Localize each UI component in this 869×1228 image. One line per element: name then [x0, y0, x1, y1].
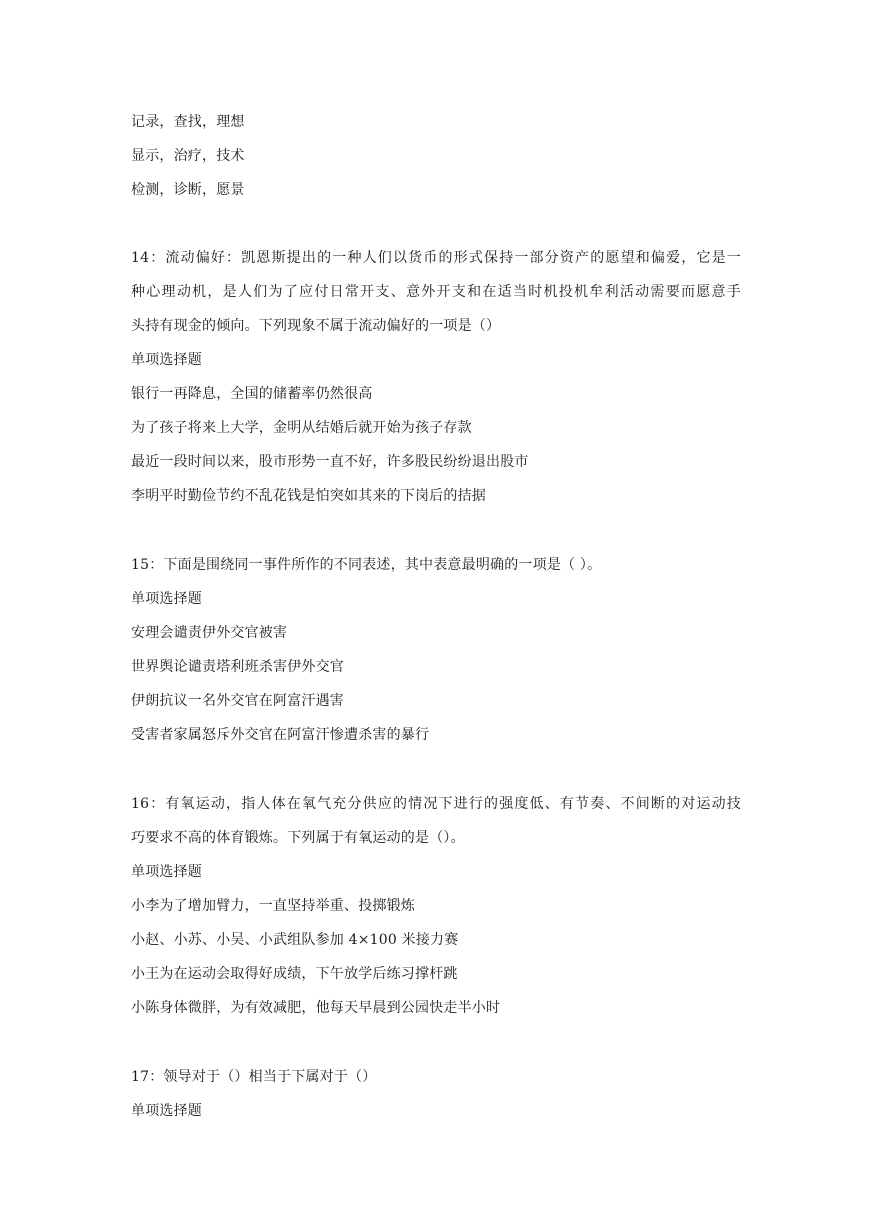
- question-17-stem: 17：领导对于（）相当于下属对于（）: [131, 1069, 377, 1085]
- question-15-option: 世界舆论谴责塔利班杀害伊外交官: [131, 659, 344, 675]
- question-16-option: 小赵、小苏、小吴、小武组队参加 4×100 米接力赛: [131, 932, 459, 948]
- question-14-option: 李明平时勤俭节约不乱花钱是怕突如其来的下岗后的拮据: [131, 488, 486, 504]
- question-16-option: 小李为了增加臂力，一直坚持举重、投掷锻炼: [131, 898, 415, 914]
- option-text: 记录，查找，理想: [131, 114, 245, 130]
- question-14-stem: 头持有现金的倾向。下列现象不属于流动偏好的一项是（）: [131, 318, 501, 334]
- question-15-type: 单项选择题: [131, 591, 202, 607]
- question-15-option: 伊朗抗议一名外交官在阿富汗遇害: [131, 693, 344, 709]
- question-14-option: 为了孩子将来上大学，金明从结婚后就开始为孩子存款: [131, 420, 472, 436]
- question-16-stem: 16：有氧运动，指人体在氧气充分供应的情况下进行的强度低、有节奏、不间断的对运动技: [131, 796, 741, 812]
- question-17-type: 单项选择题: [131, 1103, 202, 1119]
- question-15-option: 安理会谴责伊外交官被害: [131, 625, 288, 641]
- question-16-stem: 巧要求不高的体育锻炼。下列属于有氧运动的是（）。: [131, 830, 465, 846]
- question-14-option: 银行一再降息，全国的储蓄率仍然很高: [131, 386, 373, 402]
- question-14-stem: 14：流动偏好：凯恩斯提出的一种人们以货币的形式保持一部分资产的愿望和偏爱，它是一: [131, 250, 741, 266]
- option-text: 显示，治疗，技术: [131, 148, 245, 164]
- question-15-stem: 15：下面是围绕同一事件所作的不同表述，其中表意最明确的一项是（ ）。: [131, 557, 602, 573]
- question-14-type: 单项选择题: [131, 352, 202, 368]
- question-15-option: 受害者家属怒斥外交官在阿富汗惨遭杀害的暴行: [131, 727, 430, 743]
- question-16-option: 小王为在运动会取得好成绩，下午放学后练习撑杆跳: [131, 966, 458, 982]
- question-16-type: 单项选择题: [131, 864, 202, 880]
- question-16-option: 小陈身体微胖，为有效减肥，他每天早晨到公园快走半小时: [131, 1000, 501, 1016]
- question-14-stem: 种心理动机，是人们为了应付日常开支、意外开支和在适当时机投机牟利活动需要而愿意手: [131, 284, 741, 300]
- option-text: 检测，诊断，愿景: [131, 182, 245, 198]
- question-14-option: 最近一段时间以来，股市形势一直不好，许多股民纷纷退出股市: [131, 454, 529, 470]
